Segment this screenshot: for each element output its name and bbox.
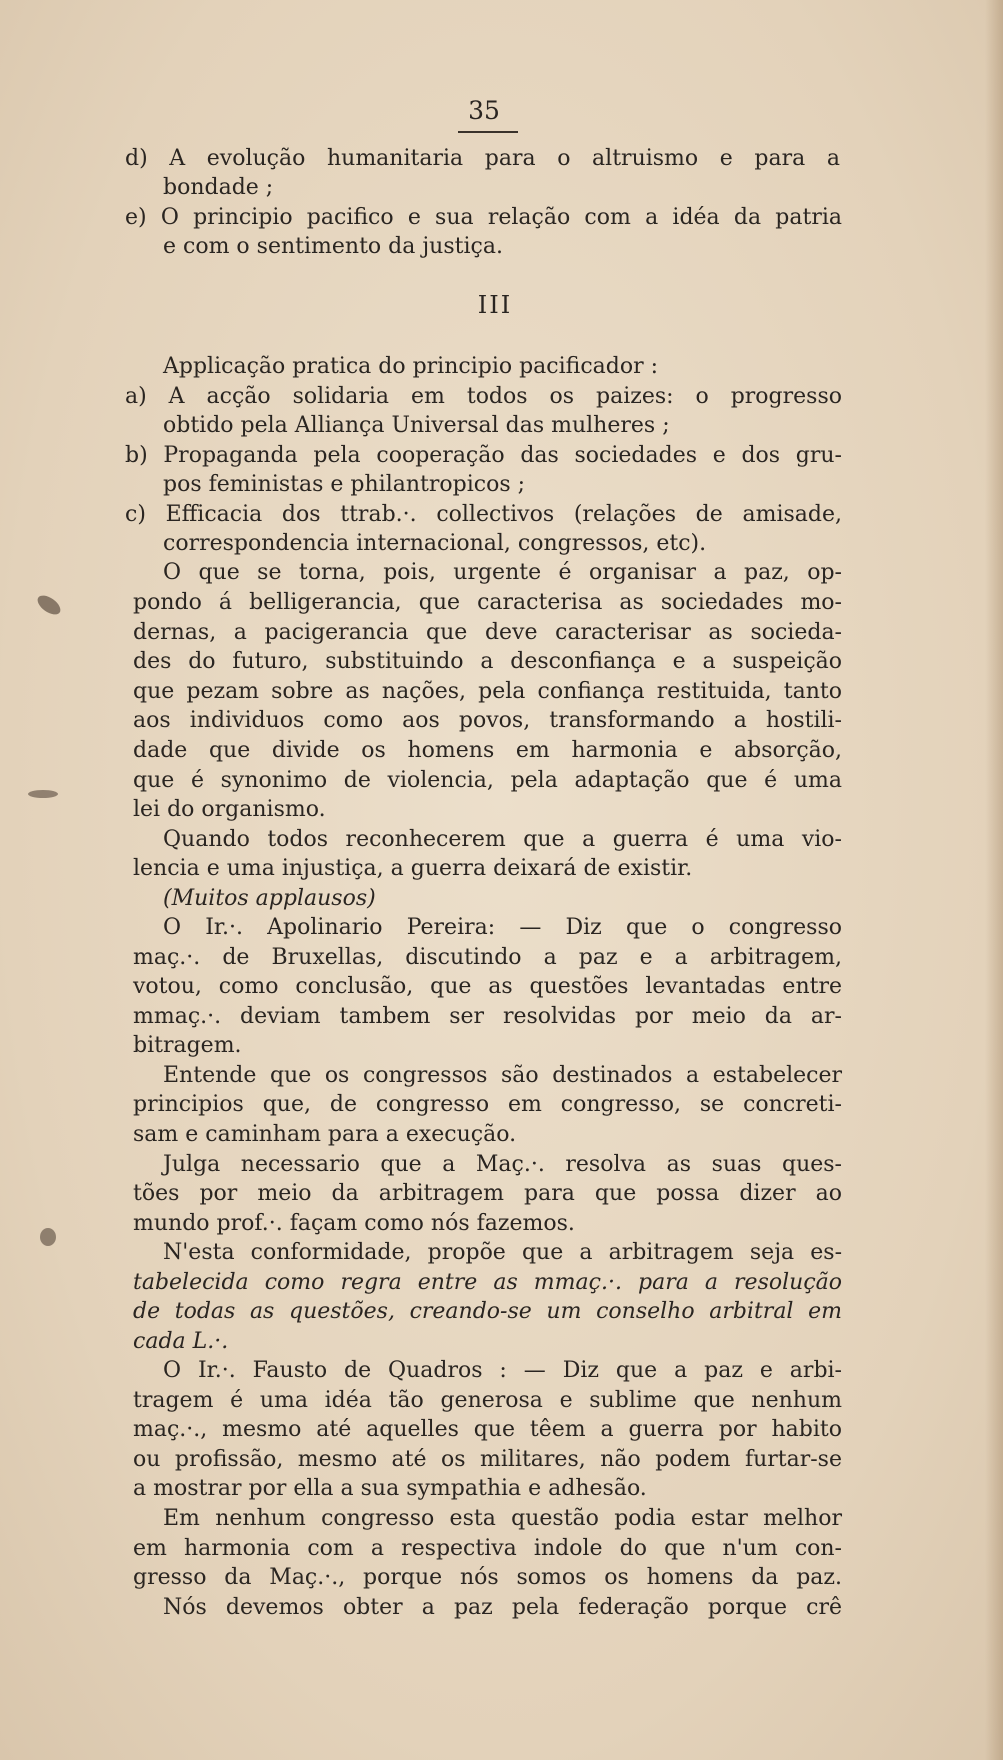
text-line: maç.·. de Bruxellas, discutindo a paz e a arbitragem, xyxy=(133,945,842,970)
text-line: pos feministas e philantropicos ; xyxy=(163,472,526,497)
text-line: tões por meio da arbitragem para que possa dizer ao xyxy=(133,1181,842,1206)
text-line: votou, como conclusão, que as questões levantadas entre xyxy=(133,974,842,999)
text-line: a mostrar por ella a sua sympathia e adhesão. xyxy=(133,1476,647,1501)
text-line: dade que divide os homens em harmonia e absorção, xyxy=(133,738,842,763)
text-line xyxy=(163,884,376,914)
text-line: correspondencia internacional, congressos, etc). xyxy=(163,531,707,556)
text-line: gresso da Maç.·., porque nós somos os homens da paz. xyxy=(133,1565,842,1590)
text-line: O que se torna, pois, urgente é organisar a paz, op- xyxy=(163,560,842,585)
text-line: cada L.·. xyxy=(133,1329,229,1354)
applause-note: (Muitos applausos) xyxy=(163,886,376,911)
text-line: N'esta conformidade, propõe que a arbitragem seja es- xyxy=(163,1240,842,1265)
text-line: bondade ; xyxy=(163,175,274,200)
text-line: que é synonimo de violencia, pela adaptação que é uma xyxy=(133,768,842,793)
text-line: d) A evolução humanitaria para o altruismo e para a xyxy=(125,146,840,171)
text-line: O Ir.·. Apolinario Pereira: — Diz que o congresso xyxy=(163,915,842,940)
text-line: pondo á belligerancia, que caracterisa as sociedades mo- xyxy=(133,590,842,615)
text-line: O Ir.·. Fausto de Quadros : — Diz que a paz e arbi- xyxy=(163,1358,842,1383)
text-line: tragem é uma idéa tão generosa e sublime que nenhum xyxy=(133,1388,842,1413)
text-line: lei do organismo. xyxy=(133,797,326,822)
text-line: principios que, de congresso em congresso, se concreti- xyxy=(133,1092,842,1117)
section-heading: III xyxy=(477,291,513,319)
text-line: dernas, a pacigerancia que deve caracterisar as socieda- xyxy=(133,620,842,645)
text-line: e) O principio pacifico e sua relação com a idéa da patria xyxy=(125,205,842,230)
text-line: sam e caminham para a execução. xyxy=(133,1122,517,1147)
text-line: Applicação pratica do principio pacificador : xyxy=(163,354,659,379)
text-line: Nós devemos obter a paz pela federação porque crê xyxy=(163,1595,842,1620)
text-line: aos individuos como aos povos, transformando a hostili- xyxy=(133,708,842,733)
text-line: des do futuro, substituindo a desconfiança e a suspeição xyxy=(133,649,842,674)
text-line: bitragem. xyxy=(133,1033,242,1058)
text-line: que pezam sobre as nações, pela confiança restituida, tanto xyxy=(133,679,842,704)
ink-stain xyxy=(34,592,63,618)
text-line: tabelecida como regra entre as mmaç.·. para a resolução xyxy=(133,1270,842,1295)
text-line: e com o sentimento da justiça. xyxy=(163,234,503,259)
text-line: c) Efficacia dos ttrab.·. collectivos (relações de amisade, xyxy=(125,502,842,527)
page-number: 35 xyxy=(468,96,500,125)
page-number-rule xyxy=(458,131,518,133)
text-line: obtido pela Alliança Universal das mulheres ; xyxy=(163,413,670,438)
text-line: em harmonia com a respectiva indole do que n'um con- xyxy=(133,1536,842,1561)
text-line: Julga necessario que a Maç.·. resolva as suas ques- xyxy=(163,1152,842,1177)
text-line: lencia e uma injustiça, a guerra deixará de existir. xyxy=(133,856,693,881)
ink-stain xyxy=(28,790,58,798)
text-line: Em nenhum congresso esta questão podia estar melhor xyxy=(163,1506,842,1531)
text-line: mundo prof.·. façam como nós fazemos. xyxy=(133,1211,575,1236)
text-line: de todas as questões, creando-se um conselho arbitral em xyxy=(133,1299,842,1324)
ink-stain xyxy=(40,1228,56,1246)
text-line: Entende que os congressos são destinados a estabelecer xyxy=(163,1063,842,1088)
text-line: maç.·., mesmo até aquelles que têem a guerra por habito xyxy=(133,1417,842,1442)
text-line: Quando todos reconhecerem que a guerra é uma vio- xyxy=(163,827,842,852)
text-line: mmaç.·. deviam tambem ser resolvidas por meio da ar- xyxy=(133,1004,842,1029)
text-line: ou profissão, mesmo até os militares, não podem furtar-se xyxy=(133,1447,842,1472)
text-line: b) Propaganda pela cooperação das sociedades e dos gru- xyxy=(125,443,842,468)
text-line: a) A acção solidaria em todos os paizes: o progresso xyxy=(125,384,842,409)
page-edge-shadow xyxy=(985,0,1003,1760)
